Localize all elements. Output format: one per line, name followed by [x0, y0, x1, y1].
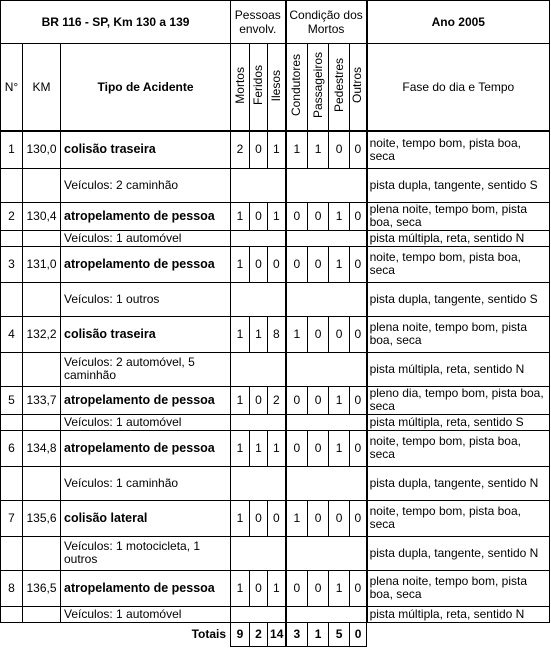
- row-ilesos: 1: [268, 570, 286, 606]
- row-mortos: 1: [231, 316, 250, 352]
- row-blank: [286, 282, 367, 316]
- row-num: 5: [1, 386, 23, 414]
- table-row: [1, 430, 550, 466]
- total-feridos: 2: [250, 622, 268, 646]
- row-passageiros: 0: [308, 570, 329, 606]
- row-blank: [1, 282, 23, 316]
- row-blank: [286, 466, 367, 500]
- row-num: 1: [1, 131, 23, 168]
- row-pedestres: 0: [329, 316, 350, 352]
- col-mortos: Mortos: [231, 44, 250, 132]
- row-fase: noite, tempo bom, pista boa, seca: [367, 430, 550, 466]
- table-row-detail: [1, 536, 550, 570]
- row-fase: plena noite, tempo bom, pista boa, seca: [367, 316, 550, 352]
- row-blank: [286, 606, 367, 622]
- row-km: 133,7: [23, 386, 61, 414]
- row-blank: [231, 168, 286, 202]
- row-fase: noite, tempo bom, pista boa, seca: [367, 131, 550, 168]
- row-outros: 0: [350, 500, 367, 536]
- total-passageiros: 1: [308, 622, 329, 646]
- table-row-detail: [1, 282, 550, 316]
- row-feridos: 0: [250, 386, 268, 414]
- row-ilesos: 0: [268, 246, 286, 282]
- row-feridos: 0: [250, 570, 268, 606]
- row-blank: [1, 414, 23, 430]
- col-pedestres: Pedestres: [329, 44, 350, 132]
- row-blank: [23, 536, 61, 570]
- row-km: 135,6: [23, 500, 61, 536]
- row-tipo: atropelamento de pessoa: [61, 202, 231, 230]
- row-tipo: atropelamento de pessoa: [61, 246, 231, 282]
- row-num: 3: [1, 246, 23, 282]
- row-blank: [286, 536, 367, 570]
- row-veiculos: Veículos: 1 caminhão: [61, 466, 231, 500]
- totals-row: [1, 622, 550, 646]
- row-km: 132,2: [23, 316, 61, 352]
- row-condutores: 0: [286, 246, 308, 282]
- row-blank: [23, 414, 61, 430]
- row-outros: 0: [350, 202, 367, 230]
- table-row: [1, 316, 550, 352]
- row-pedestres: 0: [329, 131, 350, 168]
- row-blank: [23, 466, 61, 500]
- row-pista: pista múltipla, reta, sentido N: [367, 230, 550, 246]
- row-passageiros: 0: [308, 500, 329, 536]
- total-mortos: 9: [231, 622, 250, 646]
- table-row: [1, 570, 550, 606]
- row-condutores: 1: [286, 316, 308, 352]
- row-blank: [1, 536, 23, 570]
- row-mortos: 1: [231, 202, 250, 230]
- row-blank: [1, 168, 23, 202]
- row-pedestres: 1: [329, 430, 350, 466]
- table-title: BR 116 - SP, Km 130 a 139: [1, 1, 231, 44]
- table-row: [1, 500, 550, 536]
- table-row-detail: [1, 168, 550, 202]
- row-outros: 0: [350, 316, 367, 352]
- total-ilesos: 14: [268, 622, 286, 646]
- col-km: KM: [23, 44, 61, 132]
- row-passageiros: 0: [308, 386, 329, 414]
- row-veiculos: Veículos: 1 automóvel: [61, 414, 231, 430]
- row-tipo: colisão traseira: [61, 131, 231, 168]
- row-veiculos: Veículos: 2 automóvel, 5 caminhão: [61, 352, 231, 386]
- row-outros: 0: [350, 131, 367, 168]
- row-blank: [231, 352, 286, 386]
- row-tipo: atropelamento de pessoa: [61, 570, 231, 606]
- row-fase: plena noite, tempo bom, pista boa, seca: [367, 202, 550, 230]
- group-pessoas: Pessoas envolv.: [231, 1, 286, 44]
- row-pedestres: 1: [329, 202, 350, 230]
- row-mortos: 1: [231, 570, 250, 606]
- row-blank: [231, 606, 286, 622]
- row-pista: pista múltipla, reta, sentido N: [367, 352, 550, 386]
- row-blank: [286, 168, 367, 202]
- table-row-detail: [1, 352, 550, 386]
- row-mortos: 1: [231, 386, 250, 414]
- row-tipo: atropelamento de pessoa: [61, 386, 231, 414]
- col-tipo: Tipo de Acidente: [61, 44, 231, 132]
- row-km: 130,4: [23, 202, 61, 230]
- row-passageiros: 0: [308, 430, 329, 466]
- row-ilesos: 1: [268, 202, 286, 230]
- total-pedestres: 5: [329, 622, 350, 646]
- totals-spacer: [367, 622, 550, 646]
- row-condutores: 0: [286, 202, 308, 230]
- row-blank: [286, 352, 367, 386]
- header-group-row: [1, 1, 550, 44]
- row-passageiros: 0: [308, 316, 329, 352]
- row-passageiros: 1: [308, 131, 329, 168]
- row-tipo: atropelamento de pessoa: [61, 430, 231, 466]
- row-pista: pista múltipla, reta, sentido S: [367, 414, 550, 430]
- row-feridos: 1: [250, 316, 268, 352]
- row-outros: 0: [350, 246, 367, 282]
- row-pista: pista múltipla, reta, sentido N: [367, 606, 550, 622]
- table-row: [1, 386, 550, 414]
- row-ilesos: 8: [268, 316, 286, 352]
- header-column-row: [1, 44, 550, 132]
- row-pedestres: 1: [329, 570, 350, 606]
- row-km: 131,0: [23, 246, 61, 282]
- row-fase: plena noite, tempo bom, pista boa, seca: [367, 570, 550, 606]
- row-blank: [231, 282, 286, 316]
- row-blank: [23, 168, 61, 202]
- row-blank: [23, 230, 61, 246]
- table-row-detail: [1, 466, 550, 500]
- row-blank: [231, 230, 286, 246]
- row-mortos: 2: [231, 131, 250, 168]
- row-tipo: colisão traseira: [61, 316, 231, 352]
- table-row-detail: [1, 230, 550, 246]
- row-veiculos: Veículos: 2 caminhão: [61, 168, 231, 202]
- row-ilesos: 2: [268, 386, 286, 414]
- row-mortos: 1: [231, 500, 250, 536]
- row-blank: [1, 466, 23, 500]
- row-km: 136,5: [23, 570, 61, 606]
- row-ilesos: 0: [268, 500, 286, 536]
- row-veiculos: Veículos: 1 automóvel: [61, 230, 231, 246]
- row-pista: pista dupla, tangente, sentido S: [367, 168, 550, 202]
- row-blank: [23, 282, 61, 316]
- row-fase: noite, tempo bom, pista boa, seca: [367, 500, 550, 536]
- row-veiculos: Veículos: 1 outros: [61, 282, 231, 316]
- row-num: 6: [1, 430, 23, 466]
- total-outros: 0: [350, 622, 367, 646]
- row-outros: 0: [350, 430, 367, 466]
- col-fase: Fase do dia e Tempo: [367, 44, 550, 132]
- row-feridos: 0: [250, 131, 268, 168]
- col-ilesos: Ilesos: [268, 44, 286, 132]
- row-blank: [286, 230, 367, 246]
- row-passageiros: 0: [308, 202, 329, 230]
- row-mortos: 1: [231, 430, 250, 466]
- row-outros: 0: [350, 570, 367, 606]
- col-feridos: Feridos: [250, 44, 268, 132]
- row-ilesos: 1: [268, 430, 286, 466]
- row-feridos: 0: [250, 500, 268, 536]
- row-tipo: colisão lateral: [61, 500, 231, 536]
- row-blank: [231, 536, 286, 570]
- total-condutores: 3: [286, 622, 308, 646]
- row-pista: pista dupla, tangente, sentido S: [367, 282, 550, 316]
- row-veiculos: Veículos: 1 motocicleta, 1 outros: [61, 536, 231, 570]
- row-blank: [1, 606, 23, 622]
- row-km: 134,8: [23, 430, 61, 466]
- row-condutores: 1: [286, 131, 308, 168]
- row-blank: [23, 352, 61, 386]
- group-ano: Ano 2005: [367, 1, 550, 44]
- row-veiculos: Veículos: 1 automóvel: [61, 606, 231, 622]
- totals-label: Totais: [191, 626, 227, 641]
- row-passageiros: 0: [308, 246, 329, 282]
- table-row: [1, 202, 550, 230]
- row-condutores: 1: [286, 500, 308, 536]
- row-blank: [1, 230, 23, 246]
- row-condutores: 0: [286, 386, 308, 414]
- col-num: N°: [1, 44, 23, 132]
- table-row: [1, 131, 550, 168]
- row-feridos: 0: [250, 246, 268, 282]
- table-row: [1, 246, 550, 282]
- group-condicao: Condição dos Mortos: [286, 1, 367, 44]
- row-blank: [231, 466, 286, 500]
- row-blank: [23, 606, 61, 622]
- table-row-detail: [1, 414, 550, 430]
- col-condutores: Condutores: [286, 44, 308, 132]
- row-num: 8: [1, 570, 23, 606]
- row-pista: pista dupla, tangente, sentido N: [367, 536, 550, 570]
- row-feridos: 1: [250, 430, 268, 466]
- row-ilesos: 1: [268, 131, 286, 168]
- row-fase: pleno dia, tempo bom, pista boa, seca: [367, 386, 550, 414]
- row-num: 4: [1, 316, 23, 352]
- row-fase: noite, tempo bom, pista boa, seca: [367, 246, 550, 282]
- row-outros: 0: [350, 386, 367, 414]
- row-blank: [286, 414, 367, 430]
- row-pista: pista dupla, tangente, sentido N: [367, 466, 550, 500]
- row-pedestres: 0: [329, 500, 350, 536]
- row-km: 130,0: [23, 131, 61, 168]
- row-blank: [1, 352, 23, 386]
- row-blank: [231, 414, 286, 430]
- col-outros: Outros: [350, 44, 367, 132]
- row-num: 2: [1, 202, 23, 230]
- col-passageiros: Passageiros: [308, 44, 329, 132]
- row-condutores: 0: [286, 430, 308, 466]
- row-pedestres: 1: [329, 386, 350, 414]
- row-num: 7: [1, 500, 23, 536]
- table-row-detail: [1, 606, 550, 622]
- row-pedestres: 1: [329, 246, 350, 282]
- row-feridos: 0: [250, 202, 268, 230]
- row-mortos: 1: [231, 246, 250, 282]
- row-condutores: 0: [286, 570, 308, 606]
